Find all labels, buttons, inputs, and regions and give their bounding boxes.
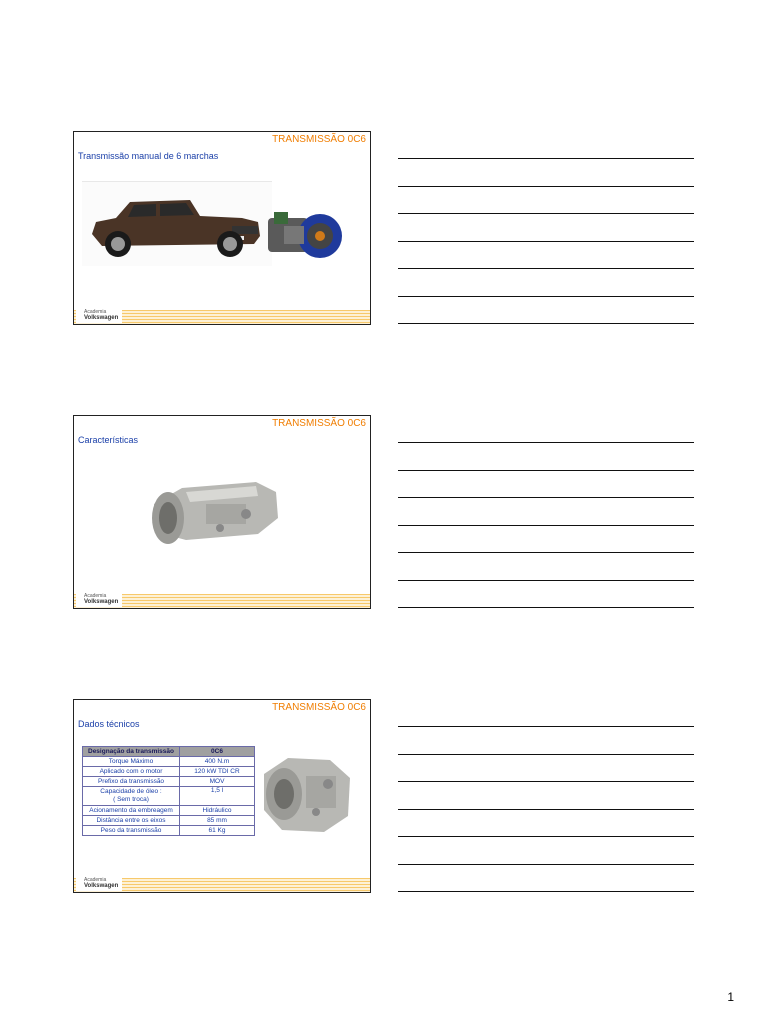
table-cell: 400 N.m [180,757,255,767]
slide-2 [73,415,371,609]
note-line [398,754,694,755]
note-line [398,497,694,498]
note-line [398,525,694,526]
table-header-cell: 0C6 [180,747,255,757]
note-line [398,158,694,159]
table-row [83,757,255,767]
slide-subtitle: Dados técnicos [78,719,140,729]
table-cell: Acionamento da embreagem [83,806,180,816]
note-line [398,442,694,443]
table-row [83,787,255,806]
table-cell: 61 Kg [180,826,255,836]
table-row [83,777,255,787]
table-cell: 1,5 l [180,787,255,806]
table-cell: 120 kW TDI CR [180,767,255,777]
note-line [398,607,694,608]
table-cell: MOV [180,777,255,787]
slide-subtitle: Transmissão manual de 6 marchas [78,151,219,161]
table-cell: Torque Máximo [83,757,180,767]
table-cell: Capacidade de óleo : ( Sem troca) [83,787,180,806]
table-cell: 85 mm [180,816,255,826]
table-cell: Prefixo da transmissão [83,777,180,787]
note-line [398,296,694,297]
note-line [398,268,694,269]
table-header-row [83,747,255,757]
table-cell: Hidráulico [180,806,255,816]
note-line [398,781,694,782]
note-line [398,891,694,892]
volkswagen-academy-logo: Academia Volkswagen [76,593,122,607]
note-line [398,552,694,553]
note-line [398,726,694,727]
slide-title: TRANSMISSÃO 0C6 [272,134,366,145]
volkswagen-academy-logo: Academia Volkswagen [76,877,122,891]
slide-title: TRANSMISSÃO 0C6 [272,702,366,713]
technical-data-table [82,746,255,836]
slide-subtitle: Características [78,435,139,445]
slide-title: TRANSMISSÃO 0C6 [272,418,366,429]
page-number: 1 [727,990,734,1004]
table-cell: Distância entre os eixos [83,816,180,826]
table-row [83,767,255,777]
note-line [398,836,694,837]
slide-1 [73,131,371,325]
note-line [398,470,694,471]
note-line [398,809,694,810]
transmission-image [258,750,354,838]
transmission-image [146,474,281,560]
table-cell: Aplicado com o motor [83,767,180,777]
note-line [398,186,694,187]
table-row [83,806,255,816]
gearbox-cutaway-image [264,206,348,262]
note-line [398,580,694,581]
slide-3 [73,699,371,893]
table-header-cell: Designação da transmissão [83,747,180,757]
volkswagen-academy-logo: Academia Volkswagen [76,309,122,323]
pickup-truck-image [82,182,272,266]
table-cell: Peso da transmissão [83,826,180,836]
note-line [398,864,694,865]
table-row [83,826,255,836]
note-line [398,323,694,324]
note-line [398,213,694,214]
table-row [83,816,255,826]
note-line [398,241,694,242]
